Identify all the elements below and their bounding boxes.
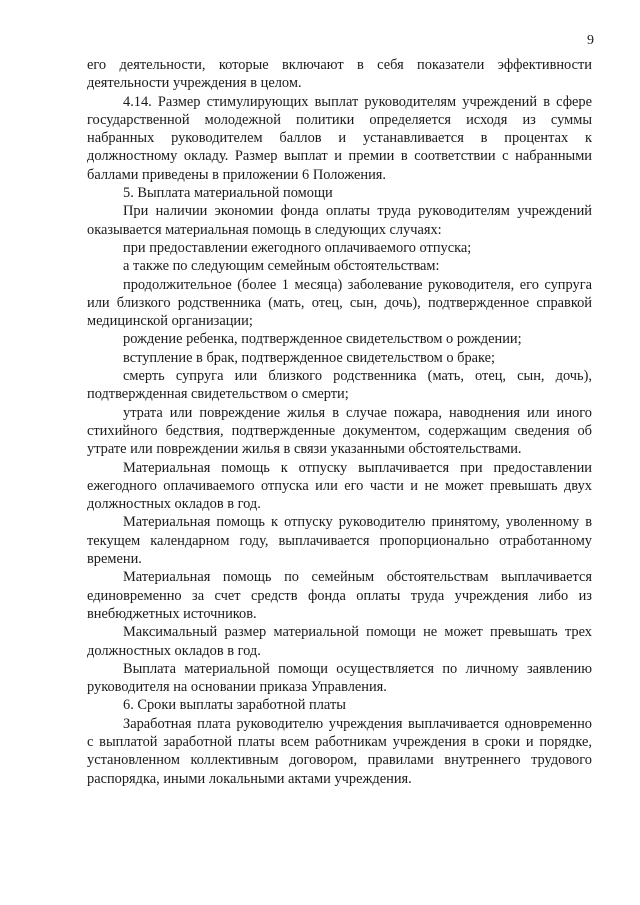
paragraph: 4.14. Размер стимулирующих выплат руководителям учреждений в сфере государственной молодежной политики определяется исходя из суммы набранных руководителем баллов и устанавливается в процентах к должностному окладу. Размер выплат и премии в соответствии с набранными баллами приведены в приложении 6 Положения. bbox=[87, 93, 592, 183]
section-heading: 5. Выплата материальной помощи bbox=[123, 185, 333, 202]
paragraph: продолжительное (более 1 месяца) заболевание руководителя, его супруга или близкого родственника (мать, отец, сын, дочь), подтвержденное справкой медицинской организации; bbox=[87, 276, 592, 330]
paragraph: Выплата материальной помощи осуществляется по личному заявлению руководителя на основании приказа Управления. bbox=[87, 660, 592, 696]
paragraph: рождение ребенка, подтвержденное свидетельством о рождении; bbox=[123, 331, 522, 348]
paragraph: При наличии экономии фонда оплаты труда руководителям учреждений оказывается материальная помощь в следующих случаях: bbox=[87, 203, 592, 238]
paragraph: Материальная помощь по семейным обстоятельствам выплачивается единовременно за счет средств фонда оплаты труда учреждения либо из внебюджетных источников. bbox=[87, 569, 592, 622]
paragraph: Максимальный размер материальной помощи не может превышать трех должностных окладов в год. bbox=[87, 624, 592, 659]
paragraph: Материальная помощь к отпуску руководителю принятому, уволенному в текущем календарном году, выплачивается пропорционально отработанному времени. bbox=[87, 514, 592, 568]
paragraph: при предоставлении ежегодного оплачиваемого отпуска; bbox=[123, 239, 472, 256]
paragraph: вступление в брак, подтвержденное свидетельством о браке; bbox=[123, 349, 496, 366]
paragraph: Заработная плата руководителю учреждения выплачивается одновременно с выплатой заработной платы всем работникам учреждения в сроки и порядке, установленном коллективным договором, правилами внутреннего трудового распорядка, иными локальными актами учреждения. bbox=[87, 715, 592, 787]
paragraph: его деятельности, которые включают в себя показатели эффективности деятельности учреждения в целом. bbox=[87, 57, 592, 92]
section-heading: 6. Сроки выплаты заработной платы bbox=[123, 697, 346, 714]
paragraph: утрата или повреждение жилья в случае пожара, наводнения или иного стихийного бедствия, подтвержденные документом, содержащим сведения об утрате или повреждении жилья в связи указанными обстоятельствами. bbox=[87, 404, 592, 458]
paragraph: смерть супруга или близкого родственника (мать, отец, сын, дочь), подтвержденная свидетельством о смерти; bbox=[87, 368, 592, 403]
paragraph: а также по следующим семейным обстоятельствам: bbox=[123, 258, 440, 275]
page-number: 9 bbox=[587, 33, 594, 48]
paragraph: Материальная помощь к отпуску выплачивается при предоставлении ежегодного оплачиваемого отпуска или его части и не может превышать двух должностных окладов в год. bbox=[87, 459, 592, 513]
document-body bbox=[87, 56, 592, 788]
